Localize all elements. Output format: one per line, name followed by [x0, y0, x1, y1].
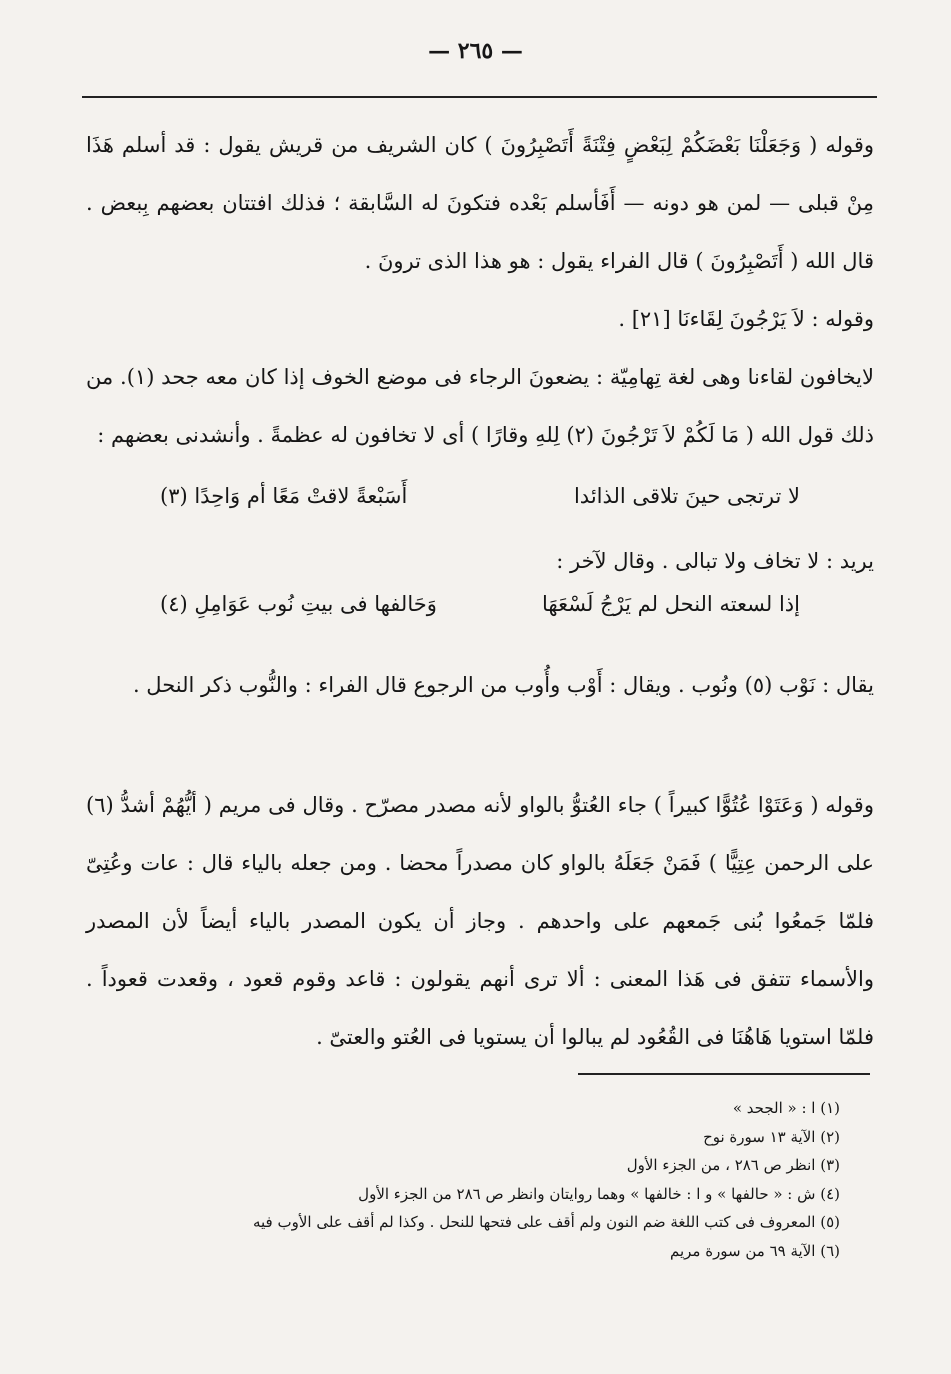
- verse-2-second-hemistich: وَحَالفها فى بيتِ نُوب عَوَامِلِ (٤): [160, 592, 437, 616]
- footnote-3: (٣) انظر ص ٢٨٦ ، من الجزء الأول: [626, 1156, 840, 1174]
- paragraph-yurid: يريد : لا تخاف ولا تبالى . وقال لآخر :: [556, 549, 874, 573]
- paragraph-2: وقوله : لاَ يَرْجُونَ لِقَاءنَا [٢١] .: [618, 307, 874, 331]
- paragraph-3: لايخافون لقاءنا وهى لغة تِهامِيّة : يضعونَ الرجاء فى موضع الخوف إذا كان معه جحد (١). من ذلك قول الله ( مَا لَكُمْ لاَ تَرْجُونَ (٢) لِلهِ وقارًا ) أى لا تخافون له عظمةً . وأنشدنى بعضهم :: [86, 365, 874, 447]
- footnote-5: (٥) المعروف فى كتب اللغة ضم النون ولم أقف على فتحها للنحل . وكذا لم أقف على الأوب فيه: [252, 1213, 840, 1231]
- footnotes: [140, 1094, 840, 1265]
- verse-1-first-hemistich: لا ترتجى حينَ تلاقى الذائدا: [573, 484, 800, 508]
- paragraph-5: وقوله ( وَعَتَوْا عُتُوًّا كبيراً ) جاء العُتوُّ بالواو لأنه مصدر مصرّح . وقال فى مريم ( أيُّهُمْ أشدُّ (٦) على الرحمن عِتِيًّا ) فَمَنْ جَعَلَهُ بالواو كان مصدراً محضا . ومن جعله بالياء قال : عات وعُتِىّ فلمّا جَمعُوا بُنى جَمعهم على واحدهم . وجاز أن يكون المصدر بالياء أيضاً لأن المصدر والأسماء تتفق فى هَذا المعنى : ألا ترى أنهم يقولون : قاعد وقوم قعود ، وقعدت قعوداً . فلمّا استويا هَاهُنَا فى القُعُود لم يبالوا أن يستويا فى العُتو والعتىّ .: [86, 793, 874, 1049]
- paragraph-4: يقال : نَوْب (٥) ونُوب . ويقال : أَوْب وأُوب من الرجوع قال الفراء : والنُّوب ذكر النحل .: [132, 673, 874, 697]
- footnote-rule: [578, 1073, 870, 1075]
- footnote-4: (٤) ش : « حالفها » و ا : خالفها » وهما روايتان وانظر ص ٢٨٦ من الجزء الأول: [358, 1184, 840, 1203]
- verse-1: [160, 484, 800, 508]
- verse-1-second-hemistich: أَسَبْعةً لاقتْ مَعًا أم وَاحِدًا (٣): [160, 484, 408, 508]
- footnote-1: (١) ا : « الجحد »: [732, 1099, 840, 1117]
- verse-2: [160, 592, 800, 616]
- page-number: — ٢٦٥ —: [428, 38, 523, 64]
- verse-2-first-hemistich: إذا لسعته النحل لم يَرْجُ لَسْعَهَا: [542, 592, 800, 616]
- paragraph-1: وقوله ( وَجَعَلْنَا بَعْضَكُمْ لِبَعْضٍ فِتْنَةً أَتَصْبِرُونَ ) كان الشريف من قريش يقول : قد أسلم هَذَا مِنْ قبلى — لمن هو دونه — أَفَأسلم بَعْده فتكونَ له السَّابقة ؛ فذلك افتتان بعضهم بِبعض . قال الله ( أَتَصْبِرُونَ ) قال الفراء يقول : هو هذا الذى ترونَ .: [86, 133, 874, 273]
- header-rule: [82, 96, 877, 98]
- footnote-2: (٢) الآية ١٣ سورة نوح: [703, 1127, 840, 1146]
- footnote-6: (٦) الآية ٦٩ من سورة مريم: [669, 1241, 840, 1260]
